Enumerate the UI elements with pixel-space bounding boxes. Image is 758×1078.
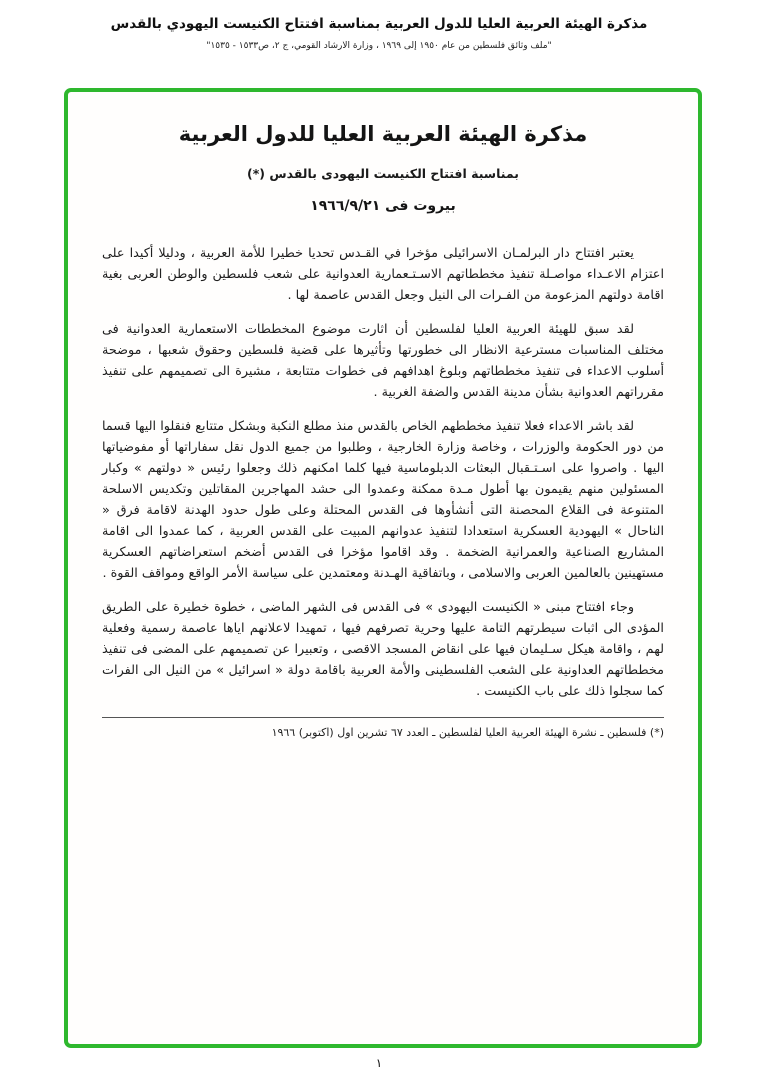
paragraph: يعتبر افتتاح دار البرلمـان الاسرائيلى مؤخرا في القـدس تحديا خطيرا للأمة العربية ، ودليلا أكيدا على اعتزام الاعـداء مواصـلة تنفيذ مخططاتهم الاسـتـعمارية العدوانية على شعب فلسطين والوطن العربى بغية اقامة دولتهم المزعومة من الفـرات الى النيل وجعل القدس عاصمة لها . bbox=[102, 246, 664, 303]
document-title: مذكرة الهيئة العربية العليا للدول العربية bbox=[178, 122, 588, 146]
paragraph: لقد باشر الاعداء فعلا تنفيذ مخططهم الخاص بالقدس منذ مطلع النكبة وبشكل متتابع فنقلوا اليها قسما من دور الحكومة والوزرات ، وخاصة وزارة الخارجية ، وطلبوا من جميع الدول نقل سفاراتها أو مفوضياتها اليها . واصروا على اسـتـقبال البعثات الدبلوماسية فيها كلما امكنهم ذلك وجعلوا رئيس « دولتهم » وكبار المسئولين منهم يقيمون بها أطول مـدة ممكنة وعمدوا الى حشد المهاجرين المقاتلين وتكديس الاسلحة المتنوعة فى القلاع المحصنة التى أنشأوها فى القدس المحتلة وعلى طول حدود الهدنة لاقامة فرق « الناحال » اليهودية العسكرية استعدادا لتنفيذ عدوانهم المبيت على القدس العربية ، كما عمدوا الى اقامة المشاريع الصناعية والعمرانية الضخمة . وقد اقاموا مؤخرا فى القدس أضخم استعراضاتهم العسكرية مستهينين بالعالمين العربى والاسلامى ، وباتفاقية الهـدنة ومعتمدين على سياسة الأمر الواقع ومواقف القوة . bbox=[102, 418, 664, 581]
page-number: ١ bbox=[375, 1056, 383, 1070]
document-body bbox=[102, 244, 664, 703]
page-header bbox=[0, 0, 758, 51]
document-subtitle: بمناسبة افتتاح الكنيست اليهودى بالقدس (*) bbox=[247, 166, 519, 181]
document-date-line: بيروت فى ١٩٦٦/٩/٢١ bbox=[310, 198, 456, 214]
footnote: (*) فلسطين ـ نشرة الهيئة العربية العليا لفلسطين ـ العدد ٦٧ تشرين اول (اكتوبر) ١٩٦٦ bbox=[102, 717, 664, 739]
page-header-source: "ملف وثائق فلسطين من عام ١٩٥٠ إلى ١٩٦٩ ، وزارة الارشاد القومي، ج ٢، ص١٥٣٣ - ١٥٣٥" bbox=[206, 41, 552, 51]
document-frame bbox=[64, 88, 702, 1048]
paragraph: لقد سبق للهيئة العربية العليا لفلسطين أن اثارت موضوع المخططات الاستعمارية العدوانية فى مختلف المناسبات مسترعية الانظار الى خطورتها وتأثيرها على قضية فلسطين وحقوق شعبها ، موضحة أسلوب الاعداء فى تنفيذ مخططاتهم وبلوغ اهدافهم فى خطوات متتابعة ، مشيرة الى تصميمهم على تنفيذ مقرراتهم العدوانية بشأن مدينة القدس والضفة الغربية . bbox=[102, 321, 664, 400]
page-header-title: مذكرة الهيئة العربية العليا للدول العربية بمناسبة افتتاح الكنيست اليهودي بالقدس bbox=[110, 16, 648, 32]
paragraph: وجاء افتتاح مبنى « الكنيست اليهودى » فى القدس فى الشهر الماضى ، خطوة خطيرة على الطريق المؤدى الى اثبات سيطرتهم التامة عليها وحرية تصرفهم فيها ، تمهيدا لاعلانهم اياها عاصمة رسمية وفعلية لهم ، واقامة هيكل سـليمان فيها على انقاض المسجد الاقصى ، وتعبيرا عن تصميمهم على المضى فى تنفيذ مخططاتهم العداونية على الشعب الفلسطينى والأمة العربية باقامة دولة « اسرائيل » من النيل الى الفرات كما سجلوا ذلك على باب الكنيست . bbox=[102, 599, 664, 699]
